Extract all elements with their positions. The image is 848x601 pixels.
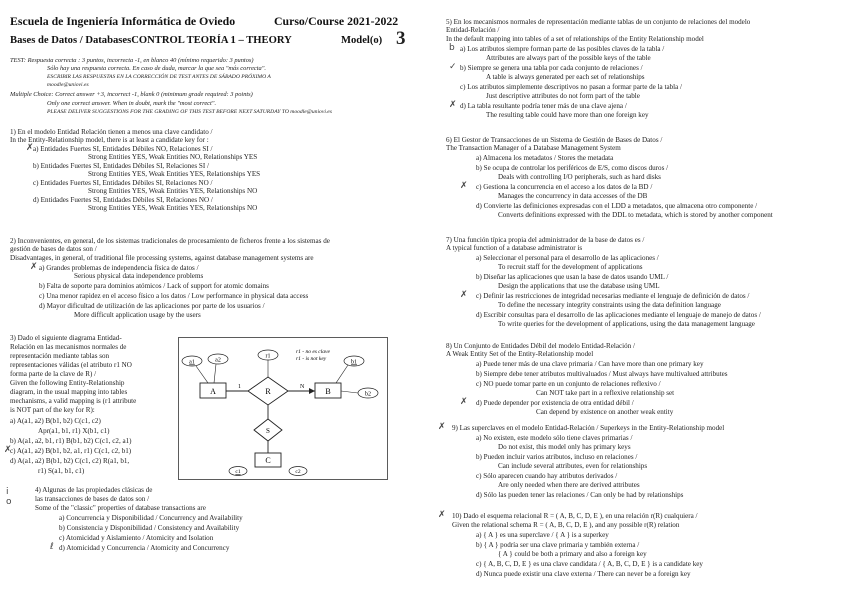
attribute-b2-label: b2 [365, 391, 371, 398]
option-3b: b) A(a1, a2, b1, r1) B(b1, b2) C(c1, c2, a1) [10, 437, 132, 445]
entity-a-label: A [210, 387, 216, 396]
option-6a: a) Almacena los metadatos / Stores the metadata [476, 154, 614, 162]
question-9: 9) Las superclaves en el modelo Entidad-Relación / Superkeys in the Entity-Relationship model [452, 424, 725, 432]
answer-mark: ✗ [438, 510, 446, 520]
attribute-c1-label: c1 [235, 469, 241, 475]
option-2a: a) Grandes problemas de independencia física de datos / [39, 264, 199, 272]
option-10b-en: { A } could be both a primary and also a foreign key [498, 550, 647, 558]
option-2c: c) Una menor rapidez en el acceso físico a los datos / Low performance in physical data access [39, 292, 309, 300]
option-4b: b) Consistencia y Disponibilidad / Consistency and Availability [59, 524, 240, 532]
attribute-b1-label: b1 [351, 359, 357, 366]
attribute-r1-label: r1 [265, 353, 271, 360]
option-7d-en: To write queries for the development of applications, using the data management language [498, 320, 755, 328]
answer-mark: ✗ [30, 262, 38, 272]
question-3-en: diagram, in the usual mapping into tables [10, 388, 128, 396]
entity-c-label: C [265, 456, 271, 465]
option-7c: c) Definir las restricciones de integridad necesarias mediante el lenguaje de definición de datos / [476, 292, 750, 300]
diagram-note: r1 - is not key [296, 356, 327, 362]
option-3d-cont: r1) S(a1, b1, c1) [38, 467, 85, 475]
margin-mark: o [6, 497, 12, 507]
model-number: 3 [396, 28, 406, 49]
cardinality-label: 1 [238, 384, 241, 390]
option-7a-en: To recruit staff for the development of applications [498, 263, 643, 271]
option-7a: a) Seleccionar el personal para el desarrollo de las aplicaciones / [476, 254, 659, 262]
option-4a: a) Concurrencia y Disponibilidad / Concurrency and Availability [59, 514, 243, 522]
option-9c-en: Are only needed when there are derived attributes [498, 481, 640, 489]
instruction-line: ESCRIBIR LAS RESPUESTAS EN LA CORRECCIÓN DE TEST ANTES DE SÁBADO PRÓXIMO A [47, 74, 271, 80]
option-2d: d) Mayor dificultad de utilización de las aplicaciones por parte de los usuarios / [39, 302, 265, 310]
answer-mark: ✗ [460, 181, 468, 191]
attr-link [196, 366, 208, 383]
option-6b-en: Deals with controlling I/O peripherals, such as hard disks [498, 173, 661, 181]
option-9d: d) Sólo las pueden tener las relaciones / Can only be had by relationships [476, 491, 684, 499]
answer-mark: ✗ [26, 143, 34, 153]
option-8b: b) Siempre debe tener atributos multivaluados / Must always have multivalued attributes [476, 370, 728, 378]
question-6: 6) El Gestor de Transacciones de un Sistema de Gestión de Bases de Datos / [446, 136, 663, 144]
option-5c: c) Los atributos simplemente descriptivos no pasan a formar parte de la tabla / [460, 83, 683, 91]
question-5-en: In the default mapping into tables of a set of relationships of the Entity Relationship model [446, 35, 704, 43]
cardinality-label: N [300, 384, 305, 390]
course-year: Curso/Course 2021-2022 [274, 14, 399, 28]
option-1d: d) Entidades Fuertes SI, Entidades Débiles SI, Relaciones NO / [33, 196, 213, 204]
diagram-note: r1 - no es clave [296, 349, 330, 355]
answer-mark: ✗ [460, 397, 468, 407]
instruction-line: Multiple Choice: Correct answer +3, incorrect -1, blank 0 (minimum grade required: 3 points) [10, 91, 253, 98]
option-4d: d) Atomicidad y Concurrencia / Atomicity and Concurrency [59, 544, 230, 552]
option-8d: d) Puede depender por existencia de otra entidad débil / [476, 399, 634, 407]
question-8-en: A Weak Entity Set of the Entity-Relationship model [446, 350, 594, 358]
question-3-line: forma parte de la clave de R) / [10, 370, 97, 378]
question-4-en: Some of the "classic" properties of database transactions are [35, 504, 206, 512]
answer-mark: ✗ [449, 100, 457, 110]
question-3-en: is NOT part of the key for R): [10, 406, 95, 414]
question-3-en: Given the following Entity-Relationship [10, 379, 125, 387]
option-3c: c) A(a1, a2) B(b1, b2, a1, r1) C(c1, c2, b1) [10, 447, 132, 455]
question-10: 10) Dado el esquema relacional R = ( A, B, C, D, E ), en una relación r(R) cualquiera / [452, 512, 698, 520]
answer-mark: ✗ [460, 290, 468, 300]
question-3-line: representaciones válidas (el atributo r1 NO [10, 361, 132, 369]
question-7-en: A typical function of a database administrator is [446, 244, 583, 252]
exam-subject: Bases de Datos / DatabasesCONTROL TEORÍA 1 – THEORY [10, 35, 292, 46]
option-9c: c) Sólo aparecen cuando hay atributos derivados / [476, 472, 618, 480]
option-5a-en: Attributes are always part of the possible keys of the table [486, 54, 651, 62]
question-4-cont: las transacciones de bases de datos son / [35, 495, 150, 503]
option-8c-en: Can NOT take part in a reflexive relationship set [536, 389, 675, 397]
question-3-line: Relación en las mecanismos normales de [10, 343, 127, 351]
option-3a-cont: Apr(a1, b1, r1) X(b1, c1) [38, 427, 110, 435]
option-1d-en: Strong Entities YES, Weak Entities YES, Relationships NO [88, 204, 258, 212]
option-1b: b) Entidades Fuertes SI, Entidades Débiles SI, Relaciones SI / [33, 162, 209, 170]
option-8c: c) NO puede tomar parte en un conjunto de relaciones reflexivo / [476, 380, 661, 388]
arrow-head [309, 388, 315, 394]
option-6d: d) Convierte las definiciones expresadas con el LDD a metadatos, que almacena otro componente / [476, 202, 758, 210]
option-6b: b) Se ocupa de controlar los periféricos de E/S, como discos duros / [476, 164, 669, 172]
school-name: Escuela de Ingeniería Informática de Oviedo [10, 14, 236, 28]
option-8d-en: Can depend by existence on another weak entity [536, 408, 674, 416]
option-7b-en: Design the applications that use the database using UML [498, 282, 660, 290]
question-1-en: In the Entity-Relationship model, there is at least a candidate key for : [10, 136, 209, 144]
attr-link [214, 364, 216, 383]
attribute-a1-label: a1 [189, 359, 195, 366]
option-9a: a) No existen, este modelo sólo tiene claves primarias / [476, 434, 633, 442]
option-2d-en: More difficult application usage by the users [74, 311, 201, 319]
question-4: 4) Algunas de las propiedades clásicas de [35, 486, 153, 494]
option-3d: d) A(a1, a2) B(b1, b2) C(c1, c2) R(a1, b1, [10, 457, 130, 465]
margin-mark: i [6, 487, 9, 497]
option-1b-en: Strong Entities YES, Weak Entities YES, Relationships YES [88, 170, 261, 178]
question-5: 5) En los mecanismos normales de representación mediante tablas de un conjunto de relaciones del modelo [446, 18, 751, 26]
instruction-line: TEST: Respuesta correcta : 3 puntos, incorrecta -1, en blanco 40 (mínimo requerido: 3 puntos) [10, 57, 254, 64]
option-5b-en: A table is always generated per each set of relationships [486, 73, 645, 81]
answer-mark: ℓ [50, 542, 54, 552]
option-5b: b) Siempre se genera una tabla por cada conjunto de relaciones / [460, 64, 643, 72]
instruction-line: Only one correct answer. When in doubt, mark the "most correct". [47, 100, 217, 107]
option-6d-en: Converts definitions expressed with the DDL to metadata, which is stored by another component [498, 211, 773, 219]
attr-link [341, 391, 358, 393]
option-1a: a) Entidades Fuertes SI, Entidades Débiles NO, Relaciones SI / [33, 145, 213, 153]
option-7c-en: To define the necessary integrity constraints using the data definition language [498, 301, 721, 309]
option-5c-en: Just descriptive attributes do not form part of the table [486, 92, 640, 100]
option-6c: c) Gestiona la concurrencia en el acceso a los datos de la BD / [476, 183, 653, 191]
option-1c-en: Strong Entities YES, Weak Entities YES, Relationships NO [88, 187, 258, 195]
option-8a: a) Puede tener más de una clave primaria / Can have more than one primary key [476, 360, 704, 368]
attribute-c2-label: c2 [295, 469, 301, 475]
question-7: 7) Una función típica propia del administrador de la base de datos es / [446, 236, 645, 244]
question-3: 3) Dado el siguiente diagrama Entidad- [10, 334, 122, 342]
option-7b: b) Diseñar las aplicaciones que usan la base de datos usando UML / [476, 273, 669, 281]
instruction-line: Sólo hay una respuesta correcta. En caso de duda, marcar la que sea "más correcta". [47, 65, 267, 72]
option-5d-en: The resulting table could have more than one foreign key [486, 111, 649, 119]
question-10-en: Given the relational schema R = ( A, B, C, D, E ), and any possible r(R) relation [452, 521, 680, 529]
question-8: 8) Un Conjunto de Entidades Débil del modelo Entidad-Relación / [446, 342, 635, 350]
instruction-line: moodle@uniovi.es [47, 82, 89, 88]
option-6c-en: Manages the concurrency in data accesses of the DB [498, 192, 648, 200]
attribute-a2-label: a2 [215, 357, 221, 364]
option-2b: b) Falta de soporte para dominios atómicos / Lack of support for atomic domains [39, 282, 269, 290]
option-10c: c) { A, B, C, D, E } es una clave candidata / { A, B, C, D, E } is a candidate key [476, 560, 703, 568]
question-2-cont: gestión de bases de datos son / [10, 245, 97, 253]
option-5d: d) La tabla resultante podría tener más de una clave ajena / [460, 102, 627, 110]
attr-link [336, 365, 348, 383]
option-10b: b) { A } podría ser una clave primaria y también externa / [476, 541, 640, 549]
option-10d: d) Nunca puede existir una clave externa / There can never be a foreign key [476, 570, 691, 578]
question-2-en: Disadvantages, in general, of traditional file processing systems, against database management systems are [10, 254, 314, 262]
option-2a-en: Serious physical data independence problems [74, 272, 204, 280]
question-3-en: mechanisms, a valid mapping is (r1 attribute [10, 397, 137, 405]
option-9b-en: Can include several attributes, even for relationships [498, 462, 648, 470]
question-3-line: representación mediante tablas son [10, 352, 110, 360]
option-9b: b) Pueden incluir varios atributos, incluso en relaciones / [476, 453, 638, 461]
option-3a: a) A(a1, a2) B(b1, b2) C(c1, c2) [10, 417, 101, 425]
instruction-line: PLEASE DELIVER SUGGESTIONS FOR THE GRADING OF THIS TEST BEFORE NEXT SATURDAY TO moodle@uniovi.es [47, 109, 332, 115]
question-1: 1) En el modelo Entidad Relación tienen a menos una clave candidato / [10, 128, 213, 136]
option-10a: a) { A } es una superclave / { A } is a superkey [476, 531, 609, 539]
option-7d: d) Escribir consultas para el desarrollo de las aplicaciones mediante el lenguaje de manejo de datos / [476, 311, 761, 319]
question-2: 2) Inconvenientes, en general, de los sistemas tradicionales de procesamiento de ficheros frente a los sistemas de [10, 237, 330, 245]
option-1c: c) Entidades Fuertes SI, Entidades Débiles SI, Relaciones NO / [33, 179, 213, 187]
answer-mark: ✗ [438, 422, 446, 432]
er-diagram [178, 337, 388, 480]
option-9a-en: Do not exist, this model only has primary keys [498, 443, 631, 451]
option-4c: c) Atomicidad y Aislamiento / Atomicity and Isolation [59, 534, 214, 542]
relationship-s-label: S [266, 427, 270, 435]
answer-mark: ✗ [4, 445, 12, 455]
option-5a: a) Los atributos siempre forman parte de las posibles claves de la tabla / [460, 45, 665, 53]
question-5-cont: Entidad-Relación / [446, 26, 500, 34]
option-1a-en: Strong Entities YES, Weak Entities NO, Relationships YES [88, 153, 258, 161]
answer-mark: ✓ [449, 62, 457, 72]
entity-b-label: B [325, 387, 331, 396]
question-6-en: The Transaction Manager of a Database Management System [446, 144, 621, 152]
model-label: Model(o) [341, 35, 383, 46]
relationship-r-label: R [265, 387, 271, 396]
answer-mark: b [449, 43, 455, 53]
